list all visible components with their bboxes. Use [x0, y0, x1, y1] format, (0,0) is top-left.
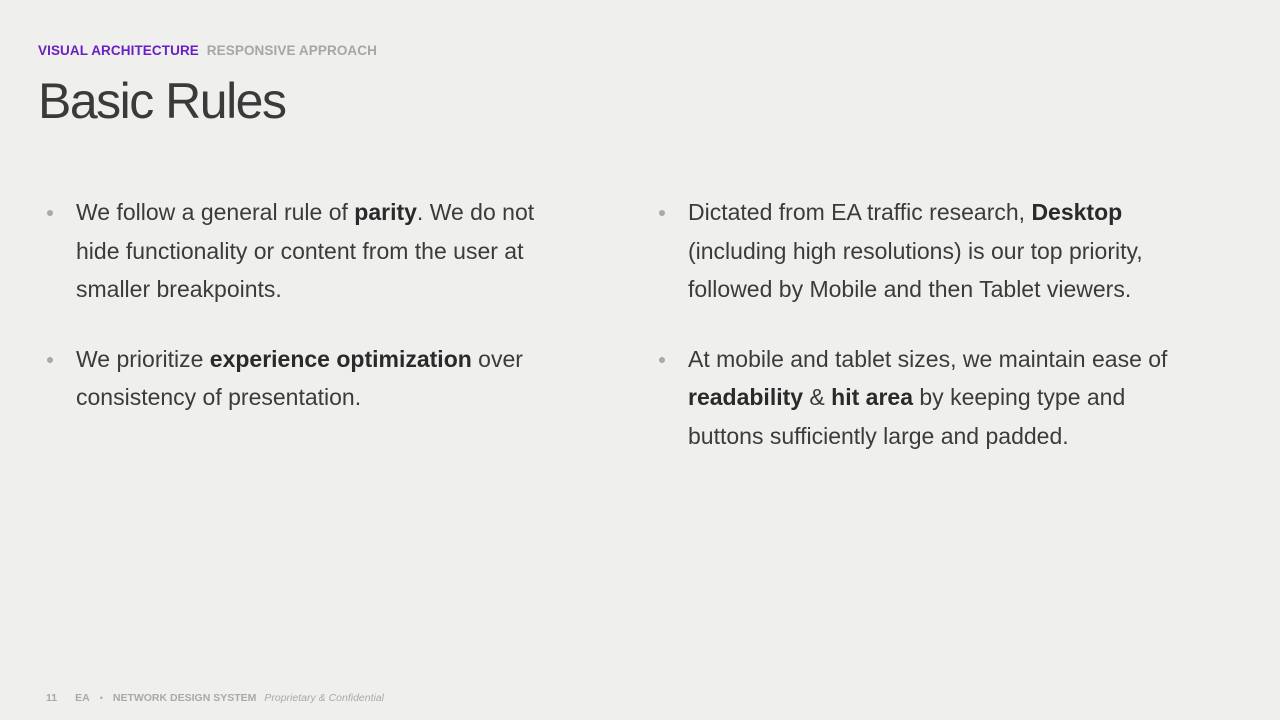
page-title: Basic Rules — [38, 73, 286, 129]
footer — [46, 692, 384, 704]
bullet-text: by keeping type and buttons sufficiently large and padded. — [688, 384, 1126, 449]
bullet-text: (including high resolutions) is our top priority, followed by Mobile and then Tablet viewers. — [688, 237, 1143, 302]
bullet-text: We follow a general rule of — [76, 199, 355, 225]
bullet-text: . We do not hide functionality or content from the user at smaller breakpoints. — [76, 199, 535, 302]
bullet-dot — [47, 357, 53, 363]
bullet-desktop-priority — [656, 193, 1196, 309]
bullet-text: & — [803, 384, 832, 410]
footer-confidential: Proprietary & Confidential — [264, 692, 385, 704]
subsection-label: RESPONSIVE APPROACH — [206, 43, 377, 58]
bullet-parity — [44, 193, 564, 309]
bullet-dot — [659, 357, 665, 363]
bullet-emphasis: hit area — [831, 384, 913, 410]
page-number: 11 — [46, 692, 58, 704]
bullet-dot — [47, 210, 53, 216]
section-label: VISUAL ARCHITECTURE — [38, 43, 199, 58]
bullet-experience-optimization — [44, 340, 564, 417]
bullet-emphasis: Desktop — [1031, 199, 1123, 225]
bullet-emphasis: experience optimization — [209, 345, 472, 372]
bullet-text: At mobile and tablet sizes, we maintain ease of — [688, 345, 1168, 372]
footer-separator: • — [99, 693, 103, 703]
bullet-emphasis: parity — [354, 199, 417, 225]
left-column — [44, 193, 564, 448]
right-column — [656, 193, 1196, 486]
eyebrow — [38, 43, 377, 58]
bullet-readability — [656, 340, 1196, 456]
footer-brand: EA — [75, 692, 90, 704]
footer-system-name: NETWORK DESIGN SYSTEM — [112, 692, 257, 704]
bullet-text: Dictated from EA traffic research, — [688, 199, 1032, 225]
bullet-emphasis: readability — [688, 384, 804, 410]
bullet-dot — [659, 210, 665, 216]
bullet-text: We prioritize — [76, 345, 210, 372]
bullet-text: over consistency of presentation. — [76, 345, 523, 410]
